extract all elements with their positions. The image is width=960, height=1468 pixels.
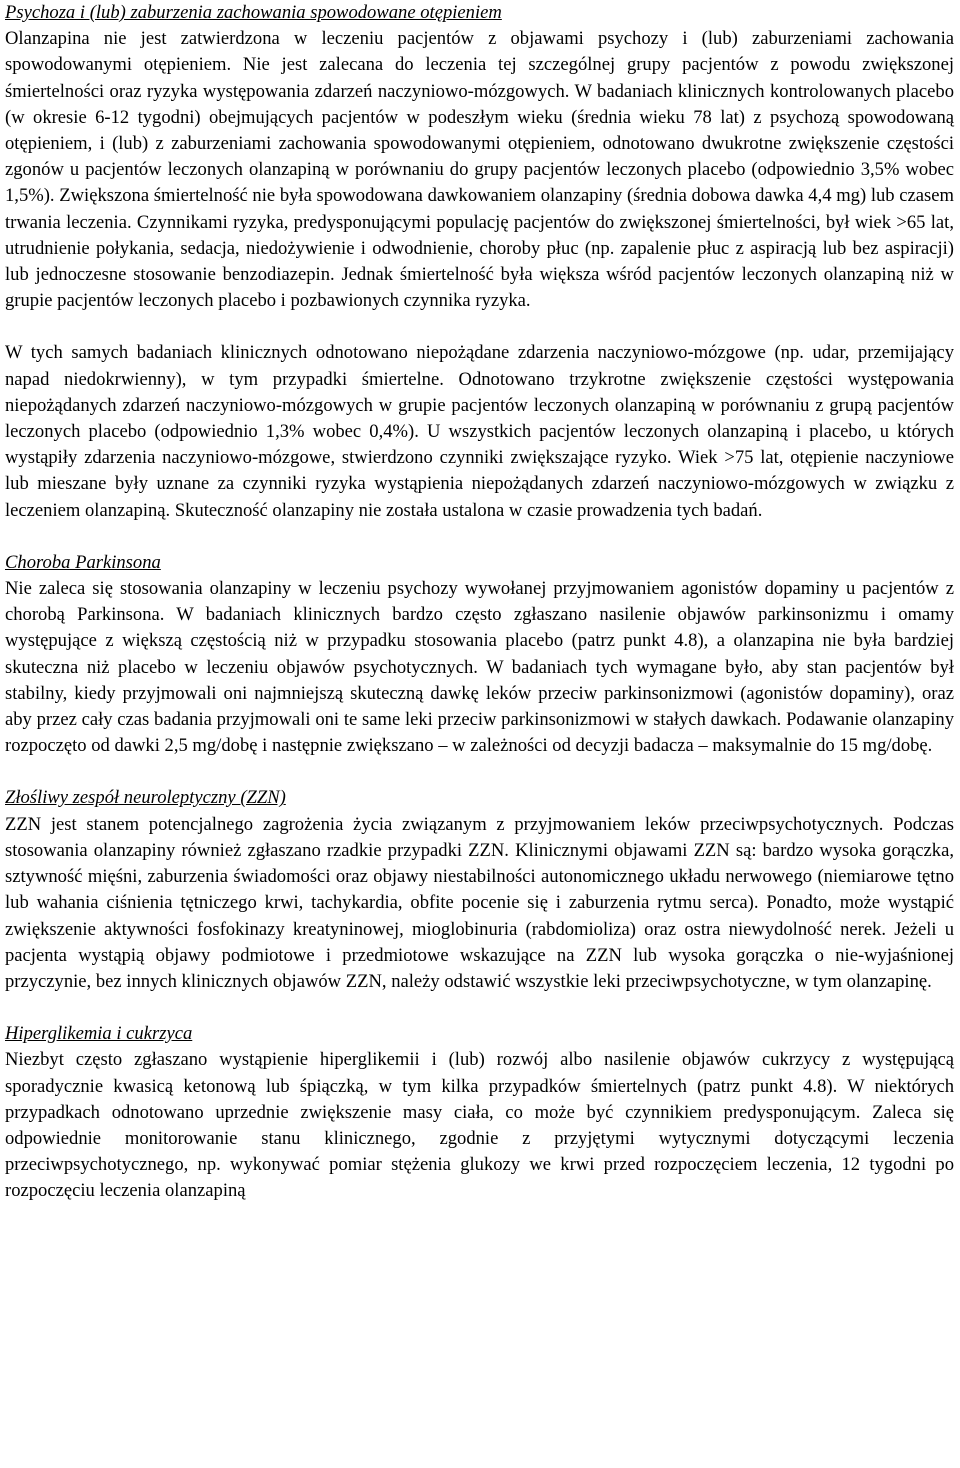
section-hyperglycemia: [5, 1021, 954, 1204]
paragraph: ZZN jest stanem potencjalnego zagrożenia życia związanym z przyjmowaniem leków przeciwpsychotycznych. Podczas stosowania olanzapiny również zgłaszano rzadkie przypadki ZZN. Klinicznymi objawami ZZN są: bardzo wysoka gorączka, sztywność mięśni, zaburzenia świadomości oraz objawy niestabilności autonomicznego układu nerwowego (niemiarowe tętno lub wahania ciśnienia tętniczego krwi, tachykardia, obfite pocenie się i zaburzenia rytmu serca). Ponadto, może wystąpić zwiększenie aktywności fosfokinazy kreatyninowej, mioglobinuria (rabdomioliza) oraz ostra niewydolność nerek. Jeżeli u pacjenta wystąpią objawy podmiotowe i przedmiotowe wskazujące na ZZN lub wysoka gorączka o nie-wyjaśnionej przyczynie, bez innych klinicznych objawów ZZN, należy odstawić wszystkie leki przeciwpsychotyczne, w tym olanzapinę.: [5, 813, 954, 992]
paragraph: Olanzapina nie jest zatwierdzona w leczeniu pacjentów z objawami psychozy i (lub) zaburzeniami zachowania spowodowanymi otępieniem. Nie jest zalecana do leczenia tej szczególnej grupy pacjentów z powodu zwiększonej śmiertelności oraz ryzyka występowania zdarzeń naczyniowo-mózgowych. W badaniach klinicznych kontrolowanych placebo (w okresie 6-12 tygodni) obejmujących pacjentów w podeszłym wieku (średnia wieku 78 lat) z psychozą spowodowaną otępieniem, i (lub) z zaburzeniami zachowania spowodowanymi otępieniem, odnotowano dwukrotne zwiększenie częstości zgonów u pacjentów leczonych olanzapiną w porównaniu do grupy pacjentów leczonych placebo (odpowiednio 3,5% wobec 1,5%). Zwiększona śmiertelność nie była spowodowana dawkowaniem olanzapiny (średnia dobowa dawka 4,4 mg) lub czasem trwania leczenia. Czynnikami ryzyka, predysponującymi populację pacjentów do zwiększonej śmiertelności, był wiek >65 lat, utrudnienie połykania, sedacja, niedożywienie i odwodnienie, choroby płuc (np. zapalenie płuc z aspiracją lub bez aspiracji) lub jednoczesne stosowanie benzodiazepin. Jednak śmiertelność była większa wśród pacjentów leczonych olanzapiną niż w grupie pacjentów leczonych placebo i pozbawionych czynnika ryzyka.: [5, 28, 954, 312]
section-heading: Psychoza i (lub) zaburzenia zachowania spowodowane otępieniem: [5, 2, 502, 23]
section-gap: [5, 524, 954, 550]
section-heading: Choroba Parkinsona: [5, 551, 161, 573]
section-heading: Złośliwy zespół neuroleptyczny (ZZN): [5, 787, 286, 809]
paragraph-gap: [5, 314, 954, 340]
section-dementia-psychosis: [5, 0, 954, 524]
section-nms: [5, 785, 954, 995]
section-gap: [5, 995, 954, 1021]
paragraph: Nie zaleca się stosowania olanzapiny w leczeniu psychozy wywołanej przyjmowaniem agonistów dopaminy u pacjentów z chorobą Parkinsona. W badaniach klinicznych bardzo często zgłaszano nasilenie objawów parkinsonizmu i omamy występujące z większą częstością niż w przypadku stosowania placebo (patrz punkt 4.8), a olanzapina nie była bardziej skuteczna niż placebo w leczeniu objawów psychotycznych. W badaniach tych wymagane było, aby stan pacjentów był stabilny, kiedy przyjmowali oni najmniejszą skuteczną dawkę leków przeciw parkinsonizmowi (agonistów dopaminy), oraz aby przez cały czas badania przyjmowali oni te same leki przeciw parkinsonizmowi w stałych dawkach. Podawanie olanzapiny rozpoczęto od dawki 2,5 mg/dobę i następnie zwiększano – w zależności od decyzji badacza – maksymalnie do 15 mg/dobę.: [5, 578, 954, 757]
paragraph: Niezbyt często zgłaszano wystąpienie hiperglikemii i (lub) rozwój albo nasilenie objawów cukrzycy z występującą sporadycznie kwasicą ketonową lub śpiączką, w tym kilka przypadków śmiertelnych (patrz punkt 4.8). W niektórych przypadkach odnotowano uprzednie zwiększenie masy ciała, co może być czynnikiem predysponującym. Zaleca się odpowiednie monitorowanie stanu klinicznego, zgodnie z przyjętymi wytycznymi dotyczącymi leczenia przeciwpsychotycznego, np. wykonywać pomiar stężenia glukozy we krwi przed rozpoczęciem leczenia, 12 tygodni po rozpoczęciu leczenia olanzapiną: [5, 1049, 954, 1202]
section-parkinson: [5, 550, 954, 760]
section-gap: [5, 759, 954, 785]
section-heading: Hiperglikemia i cukrzyca: [5, 1023, 193, 1045]
paragraph: W tych samych badaniach klinicznych odnotowano niepożądane zdarzenia naczyniowo-mózgowe (np. udar, przemijający napad niedokrwienny), w tym przypadki śmiertelne. Odnotowano trzykrotne zwiększenie częstości występowania niepożądanych zdarzeń naczyniowo-mózgowych w grupie pacjentów leczonych olanzapiną w porównaniu z grupą pacjentów leczonych placebo (odpowiednio 1,3% wobec 0,4%). U wszystkich pacjentów leczonych olanzapiną i placebo, u których wystąpiły zdarzenia naczyniowo-mózgowe, stwierdzono czynniki zwiększające ryzyko. Wiek >75 lat, otępienie naczyniowe lub mieszane były uznane za czynniki ryzyka wystąpienia niepożądanych zdarzeń naczyniowo-mózgowych w związku z leczeniem olanzapiną. Skuteczność olanzapiny nie została ustalona w czasie prowadzenia tych badań.: [5, 342, 954, 521]
